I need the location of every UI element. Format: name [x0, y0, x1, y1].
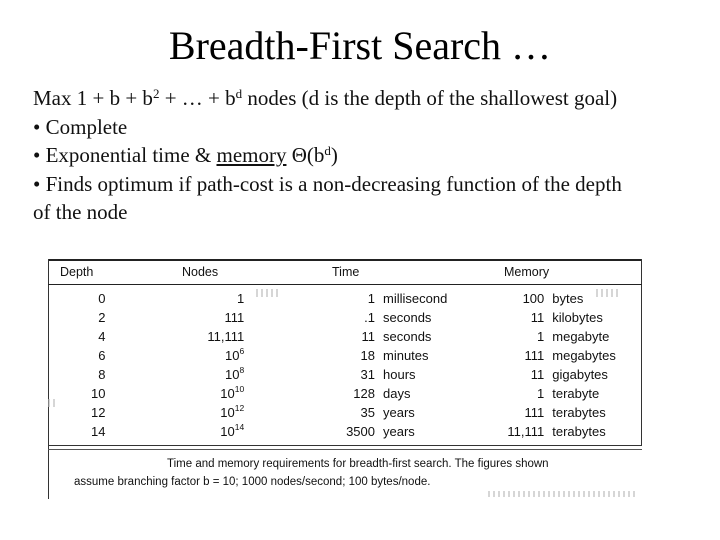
- memory-unit-cell: [544, 346, 642, 365]
- nodes-cell-text: 10: [220, 405, 235, 420]
- table-row: [48, 289, 642, 308]
- text-run: + … + b: [159, 86, 236, 110]
- text-run: ): [330, 143, 338, 167]
- depth-cell: [48, 365, 105, 384]
- time-unit-cell: [375, 384, 492, 403]
- time-cell-text: 18: [360, 348, 375, 363]
- depth-cell-text: 6: [98, 348, 106, 363]
- caption-line-2: assume branching factor b = 10; 1000 nodes/second; 100 bytes/node.: [74, 476, 431, 488]
- table-bottom-rule: [48, 445, 642, 446]
- nodes-cell-text: 1: [237, 291, 245, 306]
- nodes-cell-text: 10: [220, 386, 235, 401]
- depth-cell-text: 2: [98, 310, 106, 325]
- time-cell-text: 1: [367, 291, 375, 306]
- caption-line-1: Time and memory requirements for breadth-first search. The figures shown: [167, 458, 549, 470]
- time-cell-text: .1: [364, 310, 375, 325]
- time-cell-text: 31: [360, 367, 375, 382]
- memory-cell: [492, 289, 544, 308]
- scan-speck: [48, 399, 56, 407]
- caption-rule: [48, 449, 642, 450]
- scan-speck: [256, 289, 278, 297]
- header-nodes: Nodes: [182, 265, 219, 279]
- memory-cell: [492, 365, 544, 384]
- time-cell: [244, 346, 375, 365]
- table-row: [48, 422, 642, 441]
- memory-unit-cell-text: megabytes: [552, 348, 616, 363]
- memory-cell: [492, 422, 544, 441]
- text-run: Max 1 + b + b: [33, 86, 153, 110]
- nodes-cell-text: 11,111: [207, 329, 245, 344]
- table-row: [48, 403, 642, 422]
- memory-cell-text: 11: [530, 310, 545, 325]
- nodes-cell: [105, 365, 244, 384]
- header-time: Time: [332, 265, 360, 279]
- memory-cell-text: 11,111: [507, 424, 545, 439]
- superscript: d: [324, 143, 331, 158]
- bullet-optimum: • Finds optimum if path-cost is a non-decreasing function of the depth: [33, 171, 622, 196]
- nodes-cell: [105, 289, 244, 308]
- time-unit-cell-text: years: [383, 424, 415, 439]
- memory-cell: [492, 346, 544, 365]
- time-cell-text: 128: [353, 386, 375, 401]
- time-unit-cell-text: days: [383, 386, 411, 401]
- depth-cell-text: 8: [98, 367, 106, 382]
- slide-title: Breadth-First Search …: [168, 23, 552, 68]
- time-unit-cell: [375, 327, 492, 346]
- nodes-exponent: 14: [234, 422, 245, 432]
- memory-cell: [492, 308, 544, 327]
- nodes-cell: [105, 308, 244, 327]
- memory-unit-cell-text: kilobytes: [552, 310, 603, 325]
- time-cell-text: 35: [360, 405, 375, 420]
- memory-cell-text: 1: [537, 329, 545, 344]
- nodes-cell-text: 111: [224, 310, 245, 325]
- requirements-figure: [48, 259, 642, 499]
- nodes-exponent: 10: [234, 384, 245, 394]
- depth-cell: [48, 422, 105, 441]
- time-unit-cell-text: seconds: [383, 310, 432, 325]
- memory-unit-cell-text: terabyte: [552, 386, 600, 401]
- bullet-complete: • Complete: [33, 114, 128, 139]
- memory-unit-cell-text: megabyte: [552, 329, 610, 344]
- memory-unit-cell: [544, 384, 642, 403]
- time-cell: [244, 308, 375, 327]
- time-unit-cell: [375, 346, 492, 365]
- memory-cell-text: 111: [524, 348, 545, 363]
- memory-underlined: memory: [216, 143, 287, 167]
- time-unit-cell: [375, 365, 492, 384]
- superscript: 2: [152, 86, 160, 101]
- bullet-max-nodes: [33, 84, 713, 113]
- scan-speck: [488, 491, 638, 497]
- memory-unit-cell-text: gigabytes: [552, 367, 608, 382]
- depth-cell-text: 12: [91, 405, 106, 420]
- memory-unit-cell-text: bytes: [552, 291, 584, 306]
- nodes-cell: [105, 346, 244, 365]
- memory-cell: [492, 384, 544, 403]
- nodes-exponent: 6: [239, 346, 245, 356]
- memory-cell-text: 111: [524, 405, 545, 420]
- nodes-cell: [105, 327, 244, 346]
- depth-cell: [48, 289, 105, 308]
- nodes-cell: [105, 403, 244, 422]
- memory-cell: [492, 327, 544, 346]
- table-row: [48, 327, 642, 346]
- depth-cell: [48, 308, 105, 327]
- time-unit-cell-text: seconds: [383, 329, 432, 344]
- bullet-exponential: [33, 141, 713, 170]
- depth-cell: [48, 327, 105, 346]
- header-depth: Depth: [60, 265, 94, 279]
- figure-caption: [74, 455, 634, 491]
- memory-cell-text: 100: [522, 291, 545, 306]
- time-unit-cell: [375, 289, 492, 308]
- time-unit-cell-text: years: [383, 405, 415, 420]
- memory-unit-cell: [544, 422, 642, 441]
- time-cell: [244, 365, 375, 384]
- time-cell: [244, 422, 375, 441]
- frame-top-rule: [48, 259, 642, 261]
- header-rule: [48, 284, 642, 285]
- time-unit-cell-text: millisecond: [383, 291, 448, 306]
- time-unit-cell-text: minutes: [383, 348, 429, 363]
- memory-unit-cell-text: terabytes: [552, 424, 606, 439]
- time-unit-cell-text: hours: [383, 367, 416, 382]
- text-run: nodes (d is the depth of the shallowest goal): [242, 86, 618, 110]
- time-unit-cell: [375, 308, 492, 327]
- table-row: [48, 365, 642, 384]
- depth-cell-text: 10: [91, 386, 106, 401]
- depth-cell-text: 0: [98, 291, 106, 306]
- time-cell-text: 3500: [346, 424, 375, 439]
- depth-cell: [48, 346, 105, 365]
- table-row: [48, 346, 642, 365]
- text-run: Θ(b: [286, 143, 325, 167]
- memory-unit-cell: [544, 403, 642, 422]
- table-row: [48, 308, 642, 327]
- depth-cell: [48, 403, 105, 422]
- nodes-cell-text: 10: [225, 367, 240, 382]
- requirements-table: [48, 289, 642, 441]
- time-unit-cell: [375, 422, 492, 441]
- depth-cell: [48, 384, 105, 403]
- memory-unit-cell: [544, 327, 642, 346]
- nodes-cell: [105, 384, 244, 403]
- time-cell: [244, 403, 375, 422]
- time-cell: [244, 384, 375, 403]
- nodes-cell-text: 10: [220, 424, 235, 439]
- scan-speck: [596, 289, 618, 297]
- header-memory: Memory: [504, 265, 550, 279]
- memory-cell: [492, 403, 544, 422]
- text-run: • Exponential time &: [33, 143, 217, 167]
- nodes-cell-text: 10: [225, 348, 240, 363]
- time-cell-text: 11: [361, 329, 375, 344]
- superscript: d: [235, 86, 243, 101]
- memory-cell-text: 1: [537, 386, 545, 401]
- depth-cell-text: 14: [91, 424, 106, 439]
- table-row: [48, 384, 642, 403]
- memory-unit-cell: [544, 365, 642, 384]
- depth-cell-text: 4: [98, 329, 106, 344]
- memory-unit-cell-text: terabytes: [552, 405, 606, 420]
- nodes-exponent: 12: [234, 403, 245, 413]
- memory-cell-text: 11: [530, 367, 545, 382]
- time-unit-cell: [375, 403, 492, 422]
- nodes-cell: [105, 422, 244, 441]
- bullet-list: [33, 84, 713, 227]
- bullet-optimum-cont: of the node: [33, 200, 128, 224]
- nodes-exponent: 8: [239, 365, 245, 375]
- memory-unit-cell: [544, 308, 642, 327]
- memory-unit-cell: [544, 289, 642, 308]
- time-cell: [244, 327, 375, 346]
